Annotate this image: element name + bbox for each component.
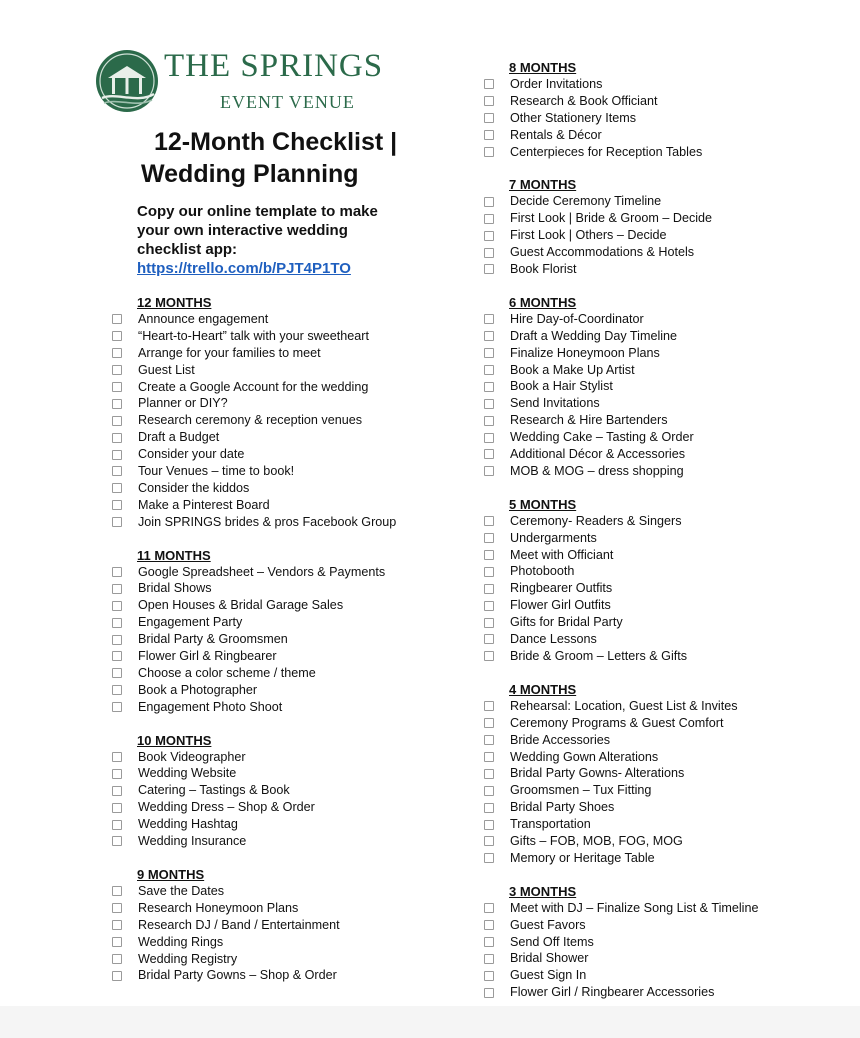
- checklist-section: [109, 547, 449, 716]
- checkbox-icon[interactable]: [484, 466, 494, 476]
- checkbox-icon[interactable]: [112, 450, 122, 460]
- checklist-item: [481, 311, 821, 328]
- checkbox-icon[interactable]: [112, 836, 122, 846]
- checklist-item: [481, 547, 821, 564]
- checklist-item-label: Draft a Wedding Day Timeline: [510, 328, 678, 343]
- checklist-item-label: Guest Sign In: [510, 968, 587, 983]
- title-line-2: Wedding Planning: [141, 160, 359, 188]
- checklist-item-label: Ceremony- Readers & Singers: [510, 513, 682, 528]
- checklist-item: [109, 480, 449, 497]
- checklist-item-label: Research DJ / Band / Entertainment: [138, 917, 340, 932]
- checklist-item: [481, 110, 821, 127]
- checkbox-icon[interactable]: [484, 130, 494, 140]
- checklist-item: [481, 984, 821, 1001]
- checklist-item-label: Meet with Officiant: [510, 547, 614, 562]
- footer-band: [0, 1006, 860, 1038]
- checklist-section: [109, 732, 449, 850]
- checklist-item-label: Rehearsal: Location, Guest List & Invites: [510, 698, 738, 713]
- checkbox-icon[interactable]: [112, 331, 122, 341]
- checklist-item: [481, 782, 821, 799]
- checkbox-icon[interactable]: [484, 584, 494, 594]
- checklist-item: [481, 328, 821, 345]
- checklist-item: [481, 614, 821, 631]
- checklist-item: [109, 699, 449, 716]
- checklist-item: [109, 379, 449, 396]
- checklist-section: [481, 59, 821, 160]
- checklist-item-label: Bridal Shower: [510, 951, 589, 966]
- checklist-item: [109, 631, 449, 648]
- checkbox-icon[interactable]: [484, 618, 494, 628]
- checkbox-icon[interactable]: [484, 853, 494, 863]
- checklist-item-label: Flower Girl & Ringbearer: [138, 649, 277, 664]
- checkbox-icon[interactable]: [484, 433, 494, 443]
- checklist-section: [481, 294, 821, 480]
- checklist-item: [481, 446, 821, 463]
- checklist-item: [481, 93, 821, 110]
- checklist-item-label: Memory or Heritage Table: [510, 850, 655, 865]
- checkbox-icon[interactable]: [112, 433, 122, 443]
- checklist-item-label: Save the Dates: [138, 883, 225, 898]
- checkbox-icon[interactable]: [484, 449, 494, 459]
- checklist-item-label: Undergarments: [510, 530, 597, 545]
- checkbox-icon[interactable]: [484, 214, 494, 224]
- checkbox-icon[interactable]: [484, 365, 494, 375]
- checkbox-icon[interactable]: [484, 820, 494, 830]
- checkbox-icon[interactable]: [484, 550, 494, 560]
- checkbox-icon[interactable]: [484, 231, 494, 241]
- checkbox-icon[interactable]: [112, 954, 122, 964]
- checklist-item: [481, 816, 821, 833]
- checklist-item-label: Bride & Groom – Letters & Gifts: [510, 648, 688, 663]
- checklist-item-label: Book a Hair Stylist: [510, 379, 613, 394]
- checklist-item: [109, 799, 449, 816]
- checklist-item-label: Create a Google Account for the wedding: [138, 379, 369, 394]
- checklist-item-label: Bridal Party Gowns – Shop & Order: [138, 968, 337, 983]
- checklist-item: [109, 682, 449, 699]
- checklist-item: [109, 429, 449, 446]
- checklist-item: [109, 446, 449, 463]
- checklist-item: [481, 244, 821, 261]
- checklist-item-label: Wedding Rings: [138, 934, 224, 949]
- checklist-item: [109, 883, 449, 900]
- checkbox-icon[interactable]: [484, 533, 494, 543]
- checklist-item: [481, 378, 821, 395]
- springs-logo: [94, 40, 414, 120]
- checklist-item-label: Rentals & Décor: [510, 127, 602, 142]
- checklist-item: [109, 412, 449, 429]
- checklist-item-label: Gifts – FOB, MOB, FOG, MOG: [510, 833, 683, 848]
- checklist-item-label: Book Videographer: [138, 749, 246, 764]
- checkbox-icon[interactable]: [484, 601, 494, 611]
- checkbox-icon[interactable]: [484, 382, 494, 392]
- checkbox-icon[interactable]: [112, 820, 122, 830]
- checklist-item-label: Choose a color scheme / theme: [138, 665, 316, 680]
- checkbox-icon[interactable]: [484, 769, 494, 779]
- checklist-item-label: Meet with DJ – Finalize Song List & Timeline: [510, 900, 759, 915]
- checklist-item: [109, 514, 449, 531]
- checklist-item: [481, 362, 821, 379]
- checklist-item-label: Wedding Hashtag: [138, 817, 238, 832]
- checklist-item: [481, 429, 821, 446]
- checklist-item: [481, 127, 821, 144]
- checklist-section: [481, 496, 821, 665]
- trello-link[interactable]: https://trello.com/b/PJT4P1TO: [137, 260, 351, 277]
- checklist-item: [481, 412, 821, 429]
- checklist-item: [109, 328, 449, 345]
- checklist-item: [109, 463, 449, 480]
- checklist-item-label: Join SPRINGS brides & pros Facebook Group: [138, 514, 397, 529]
- checkbox-icon[interactable]: [112, 803, 122, 813]
- checklist-item: [109, 597, 449, 614]
- checklist-item-label: Hire Day-of-Coordinator: [510, 311, 644, 326]
- checklist-item-label: Wedding Cake – Tasting & Order: [510, 430, 694, 445]
- section-heading: 11 MONTHS: [137, 547, 211, 563]
- checklist-item: [481, 261, 821, 278]
- checklist-item-label: Guest Accommodations & Hotels: [510, 245, 695, 260]
- checkbox-icon[interactable]: [112, 483, 122, 493]
- checkbox-icon[interactable]: [484, 197, 494, 207]
- checklist-item-label: Send Invitations: [510, 396, 600, 411]
- checklist-item-label: Book a Make Up Artist: [510, 362, 635, 377]
- checkbox-icon[interactable]: [112, 971, 122, 981]
- checkbox-icon[interactable]: [112, 365, 122, 375]
- checkbox-icon[interactable]: [484, 79, 494, 89]
- checkbox-icon[interactable]: [484, 567, 494, 577]
- checklist-item-label: Tour Venues – time to book!: [138, 464, 295, 479]
- checkbox-icon[interactable]: [112, 685, 122, 695]
- checkbox-icon[interactable]: [484, 836, 494, 846]
- checklist-item: [481, 698, 821, 715]
- checkbox-icon[interactable]: [484, 937, 494, 947]
- checklist-section: [109, 866, 449, 984]
- checkbox-icon[interactable]: [484, 248, 494, 258]
- checklist-item-label: Book Florist: [510, 262, 577, 277]
- checklist-item: [109, 362, 449, 379]
- checkbox-icon[interactable]: [484, 954, 494, 964]
- checklist-item-label: Bridal Party & Groomsmen: [138, 632, 288, 647]
- checklist-item: [109, 782, 449, 799]
- checklist-item: [481, 799, 821, 816]
- checklist-item: [481, 900, 821, 917]
- checkbox-icon[interactable]: [484, 920, 494, 930]
- checklist-item: [481, 765, 821, 782]
- checklist-item: [109, 951, 449, 968]
- checklist-item: [109, 395, 449, 412]
- checklist-item-label: Planner or DIY?: [138, 396, 228, 411]
- checklist-item: [109, 917, 449, 934]
- section-heading: 9 MONTHS: [137, 866, 205, 882]
- checklist-item: [481, 76, 821, 93]
- checkbox-icon[interactable]: [112, 769, 122, 779]
- checkbox-icon[interactable]: [484, 735, 494, 745]
- checklist-item: [481, 648, 821, 665]
- checklist-item-label: Catering – Tastings & Book: [138, 783, 290, 798]
- checklist-item: [109, 665, 449, 682]
- checklist-item: [481, 395, 821, 412]
- checklist-item-label: Open Houses & Bridal Garage Sales: [138, 598, 344, 613]
- checklist-item-label: Transportation: [510, 817, 591, 832]
- right-column: [481, 59, 821, 1017]
- gazebo-logo-icon: [94, 48, 160, 114]
- checklist-item-label: “Heart-to-Heart” talk with your sweetheart: [138, 328, 369, 343]
- checklist-item: [481, 513, 821, 530]
- checklist-item-label: Flower Girl Outfits: [510, 598, 611, 613]
- checklist-item: [481, 210, 821, 227]
- logo-wordmark: THE SPRINGS: [164, 48, 384, 84]
- checklist-item-label: First Look | Others – Decide: [510, 228, 667, 243]
- checklist-item-label: Bridal Party Gowns- Alterations: [510, 766, 685, 781]
- checklist-section: [481, 681, 821, 867]
- checklist-item-label: Wedding Registry: [138, 951, 238, 966]
- checkbox-icon[interactable]: [484, 971, 494, 981]
- intro-text: Copy our online template to make your own interactive wedding checklist app:: [137, 203, 378, 258]
- checkbox-icon[interactable]: [484, 416, 494, 426]
- checkbox-icon[interactable]: [484, 803, 494, 813]
- checkbox-icon[interactable]: [112, 567, 122, 577]
- checklist-item: [481, 732, 821, 749]
- checkbox-icon[interactable]: [112, 416, 122, 426]
- checklist-item: [109, 648, 449, 665]
- checkbox-icon[interactable]: [112, 786, 122, 796]
- checkbox-icon[interactable]: [484, 314, 494, 324]
- checklist-item: [481, 833, 821, 850]
- checkbox-icon[interactable]: [484, 331, 494, 341]
- checklist-item-label: Consider the kiddos: [138, 480, 250, 495]
- checklist-item: [481, 580, 821, 597]
- checklist-item-label: Ringbearer Outfits: [510, 581, 613, 596]
- page-title: [141, 126, 441, 190]
- checkbox-icon[interactable]: [484, 516, 494, 526]
- checklist-item-label: Announce engagement: [138, 312, 269, 326]
- checkbox-icon[interactable]: [112, 618, 122, 628]
- checklist-item-label: Order Invitations: [510, 77, 603, 91]
- checklist-item: [109, 900, 449, 917]
- checklist-item: [481, 530, 821, 547]
- checklist-item: [481, 850, 821, 867]
- checkbox-icon[interactable]: [112, 903, 122, 913]
- checkbox-icon[interactable]: [484, 264, 494, 274]
- checkbox-icon[interactable]: [484, 903, 494, 913]
- intro-block: [137, 202, 397, 278]
- checklist-section: [109, 294, 449, 531]
- checkbox-icon[interactable]: [484, 701, 494, 711]
- checklist-item: [109, 345, 449, 362]
- checkbox-icon[interactable]: [112, 601, 122, 611]
- section-heading: 12 MONTHS: [137, 295, 212, 310]
- checkbox-icon[interactable]: [484, 988, 494, 998]
- checklist-item-label: Research ceremony & reception venues: [138, 413, 363, 428]
- checklist-item-label: Arrange for your families to meet: [138, 345, 321, 360]
- checkbox-icon[interactable]: [484, 752, 494, 762]
- checkbox-icon[interactable]: [112, 635, 122, 645]
- checklist-item-label: Centerpieces for Reception Tables: [510, 144, 703, 159]
- checkbox-icon[interactable]: [112, 920, 122, 930]
- checkbox-icon[interactable]: [112, 651, 122, 661]
- checklist-item-label: Google Spreadsheet – Vendors & Payments: [138, 564, 386, 579]
- checkbox-icon[interactable]: [112, 937, 122, 947]
- checkbox-icon[interactable]: [112, 348, 122, 358]
- checklist-item: [481, 967, 821, 984]
- checkbox-icon[interactable]: [484, 399, 494, 409]
- checklist-item-label: Additional Décor & Accessories: [510, 447, 685, 462]
- checkbox-icon[interactable]: [484, 634, 494, 644]
- logo-subtitle: EVENT VENUE: [220, 92, 355, 112]
- section-heading: 5 MONTHS: [509, 496, 577, 512]
- title-line-1: 12-Month Checklist |: [154, 128, 398, 156]
- checklist-item-label: Research & Hire Bartenders: [510, 413, 668, 428]
- checklist-item: [481, 631, 821, 648]
- checkbox-icon[interactable]: [112, 886, 122, 896]
- checklist-item-label: Wedding Gown Alterations: [510, 749, 659, 764]
- checkbox-icon[interactable]: [112, 314, 122, 324]
- checklist-section: [481, 883, 821, 1001]
- checklist-item-label: Ceremony Programs & Guest Comfort: [510, 715, 724, 730]
- checklist-item: [481, 917, 821, 934]
- checklist-item-label: Consider your date: [138, 447, 245, 462]
- checklist-item-label: Make a Pinterest Board: [138, 497, 270, 512]
- checkbox-icon[interactable]: [112, 399, 122, 409]
- checklist-item-label: Engagement Party: [138, 615, 243, 630]
- checklist-item: [481, 227, 821, 244]
- checkbox-icon[interactable]: [484, 786, 494, 796]
- checkbox-icon[interactable]: [484, 147, 494, 157]
- checkbox-icon[interactable]: [112, 702, 122, 712]
- checklist-item: [481, 144, 821, 161]
- checklist-item: [109, 614, 449, 631]
- checklist-item-label: Dance Lessons: [510, 632, 597, 647]
- checkbox-icon[interactable]: [112, 500, 122, 510]
- checklist-item-label: Photobooth: [510, 564, 575, 579]
- checklist-item: [109, 967, 449, 984]
- section-heading: 6 MONTHS: [509, 294, 577, 310]
- checkbox-icon[interactable]: [112, 466, 122, 476]
- checklist-item-label: Research Honeymoon Plans: [138, 900, 299, 915]
- checklist-item: [481, 749, 821, 766]
- checklist-item: [109, 749, 449, 766]
- checklist-item-label: Flower Girl / Ringbearer Accessories: [510, 985, 715, 1000]
- checkbox-icon[interactable]: [112, 382, 122, 392]
- checkbox-icon[interactable]: [484, 96, 494, 106]
- checklist-item: [481, 715, 821, 732]
- checkbox-icon[interactable]: [112, 668, 122, 678]
- checklist-item: [109, 934, 449, 951]
- checklist-item-label: Other Stationery Items: [510, 110, 636, 125]
- checklist-item-label: Wedding Dress – Shop & Order: [138, 800, 315, 815]
- checklist-item: [481, 934, 821, 951]
- checkbox-icon[interactable]: [484, 348, 494, 358]
- checklist-item-label: Book a Photographer: [138, 682, 258, 697]
- checkbox-icon[interactable]: [484, 651, 494, 661]
- section-heading: 3 MONTHS: [509, 883, 577, 899]
- checklist-item: [109, 497, 449, 514]
- checklist-item-label: Guest List: [138, 362, 195, 377]
- checklist-item-label: Finalize Honeymoon Plans: [510, 345, 660, 360]
- checklist-item: [481, 345, 821, 362]
- checklist-item-label: Draft a Budget: [138, 430, 220, 445]
- section-heading: 4 MONTHS: [509, 681, 577, 697]
- checklist-item: [481, 463, 821, 480]
- checklist-item: [109, 311, 449, 328]
- checklist-section: [481, 176, 821, 277]
- checklist-item-label: MOB & MOG – dress shopping: [510, 463, 684, 478]
- checklist-item: [109, 580, 449, 597]
- checklist-item-label: Gifts for Bridal Party: [510, 615, 623, 630]
- checklist-item-label: Wedding Website: [138, 766, 237, 781]
- checklist-item-label: Guest Favors: [510, 917, 586, 932]
- checklist-item-label: Engagement Photo Shoot: [138, 699, 283, 714]
- section-heading: 7 MONTHS: [509, 177, 577, 193]
- checklist-item: [109, 833, 449, 850]
- checkbox-icon[interactable]: [484, 113, 494, 123]
- checkbox-icon[interactable]: [112, 584, 122, 594]
- checklist-item-label: Wedding Insurance: [138, 834, 247, 849]
- checklist-item-label: Bridal Shows: [138, 581, 212, 596]
- checklist-item-label: Bride Accessories: [510, 732, 611, 747]
- checkbox-icon[interactable]: [484, 718, 494, 728]
- checkbox-icon[interactable]: [112, 517, 122, 527]
- checklist-item: [481, 563, 821, 580]
- checklist-item: [481, 193, 821, 210]
- checklist-item: [109, 816, 449, 833]
- checklist-item-label: Bridal Party Shoes: [510, 800, 615, 815]
- checklist-item: [481, 597, 821, 614]
- section-heading: 10 MONTHS: [137, 732, 212, 748]
- checklist-item: [481, 950, 821, 967]
- section-heading: 8 MONTHS: [509, 60, 577, 75]
- checklist-item-label: First Look | Bride & Groom – Decide: [510, 211, 713, 226]
- checklist-item: [109, 564, 449, 581]
- checkbox-icon[interactable]: [112, 752, 122, 762]
- checklist-item-label: Send Off Items: [510, 934, 594, 949]
- left-column: [109, 294, 449, 1000]
- checklist-item-label: Decide Ceremony Timeline: [510, 194, 662, 209]
- checklist-item: [109, 765, 449, 782]
- checklist-item-label: Groomsmen – Tux Fitting: [510, 783, 652, 798]
- checklist-item-label: Research & Book Officiant: [510, 93, 658, 108]
